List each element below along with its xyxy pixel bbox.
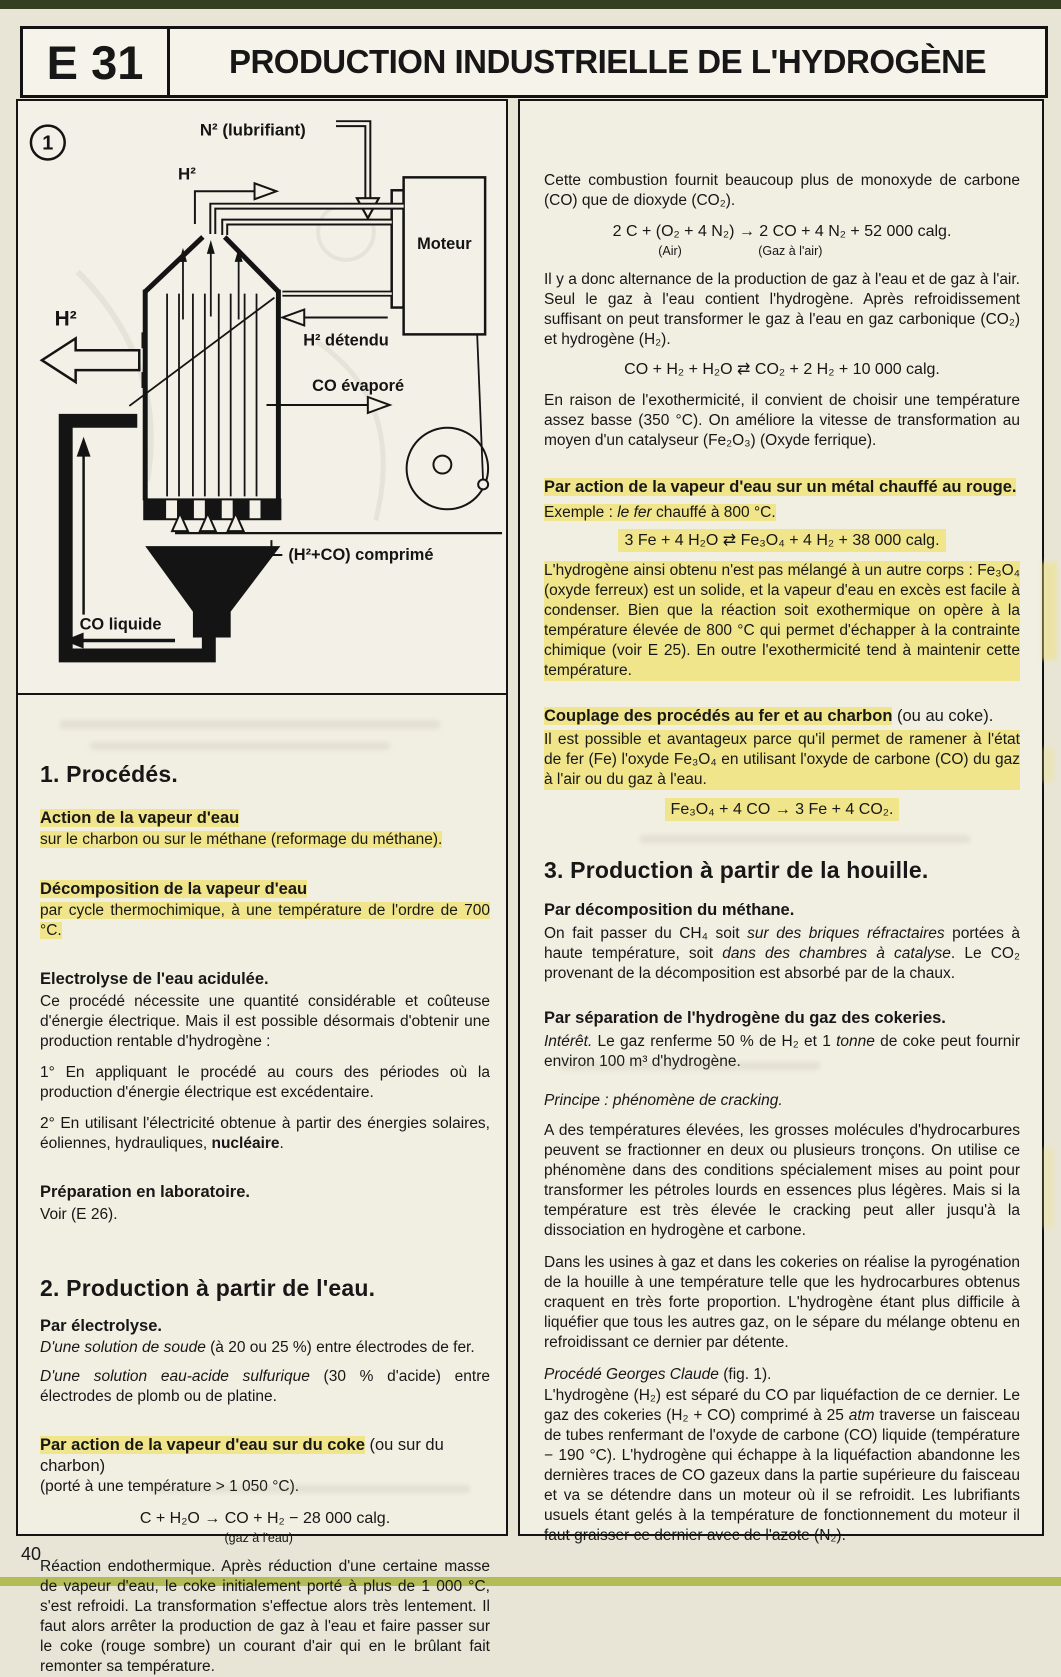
text-run: tonne bbox=[836, 1033, 875, 1050]
paragraph bbox=[40, 1114, 490, 1154]
hydrogen-left-outlet bbox=[42, 307, 143, 388]
paragraph bbox=[544, 1091, 1020, 1111]
paragraph bbox=[40, 992, 490, 1052]
equation bbox=[544, 358, 1020, 381]
text-run: Intérêt. bbox=[544, 1033, 593, 1050]
label-h2-top: H² bbox=[178, 164, 196, 184]
paragraph bbox=[40, 1063, 490, 1103]
heading bbox=[40, 1182, 490, 1203]
paragraph bbox=[544, 730, 1020, 790]
heading bbox=[40, 808, 490, 829]
text-run: Préparation en laboratoire. bbox=[40, 1183, 250, 1201]
scan-edge-top bbox=[0, 0, 1061, 9]
paragraph bbox=[40, 830, 490, 850]
label-moteur: Moteur bbox=[417, 234, 472, 253]
text-run: Couplage des procédés au fer et au charbon bbox=[544, 707, 893, 725]
paragraph bbox=[544, 503, 1020, 523]
text-run: . Le CO₂ provenant de la décomposition est absorbé par de la chaux. bbox=[544, 945, 1020, 982]
paragraph bbox=[40, 1338, 490, 1358]
page-code: E 31 bbox=[23, 29, 170, 95]
label-h2-detendu: H² détendu bbox=[303, 331, 389, 350]
equation bbox=[544, 220, 1020, 260]
heading bbox=[544, 706, 1020, 727]
text-run: dans des chambres à catalyse bbox=[722, 945, 951, 962]
text-run: L'hydrogène ainsi obtenu n'est pas mélangé à un autre corps : Fe₃O₄ (oxyde ferreux) est un solide, et la vapeur d'eau en excès est facile à condenser. Bien que la réaction soit exothermique on opère à la température élevée de 800 °C qui permet d'échapper à la contrainte chimique (voir E 25). En outre l'exothermicité tend à maintenir cette température. bbox=[544, 562, 1020, 679]
text-run: Décomposition de la vapeur d'eau bbox=[40, 880, 308, 898]
text-run: 2° En utilisant l'électricité obtenue à partir des énergies solaires, éoliennes, hydrauliques, bbox=[40, 1115, 490, 1152]
heading bbox=[40, 761, 490, 788]
highlighter-smudge bbox=[1043, 1148, 1054, 1228]
text-run: Il est possible et avantageux parce qu'il permet de ramener à l'état de fer (Fe) l'oxyde Fe₃O₄ en utilisant l'oxyde de carbone (CO) du gaz à l'air ou du gaz à l'eau. bbox=[544, 731, 1020, 788]
equation-annotation: (Air) bbox=[658, 244, 682, 258]
heading bbox=[544, 477, 1020, 498]
text-run: En raison de l'exothermicité, il convient de choisir une température assez basse (350 °C). On améliore la vitesse de transformation au moyen d'un catalyseur (Fe₂O₃) (Oxyde ferrique). bbox=[544, 392, 1020, 449]
paragraph bbox=[544, 391, 1020, 451]
text-run: Electrolyse de l'eau acidulée. bbox=[40, 970, 269, 988]
text-run: 1. Procédés. bbox=[40, 761, 178, 787]
co-evapore-line bbox=[266, 377, 404, 417]
equation-text: C + H₂O → CO + H₂ − 28 000 calg. bbox=[139, 1510, 391, 1527]
highlighter-smudge bbox=[1042, 562, 1057, 660]
text-run: Par décomposition du méthane. bbox=[544, 901, 795, 919]
text-run: (ou au coke). bbox=[892, 707, 994, 725]
paragraph bbox=[544, 270, 1020, 350]
text-run: (30 % d'acide) entre électrodes de plomb ou de platine. bbox=[40, 1368, 490, 1405]
page-header bbox=[20, 26, 1048, 98]
equation-annotation: (gaz à l'eau) bbox=[224, 1531, 293, 1545]
text-run: Principe : phénomène de cracking. bbox=[544, 1092, 783, 1109]
paragraph bbox=[544, 1253, 1020, 1353]
text-run: 3. Production à partir de la houille. bbox=[544, 857, 929, 883]
figure-number: 1 bbox=[42, 132, 54, 155]
text-run: Réaction endothermique. Après réduction d'une certaine masse de vapeur d'eau, le coke initialement porté à plus de 1 000 °C, s'est refroidi. La transformation s'effectue alors très lentement. Il faut alors arrêter la production de gaz à l'eau et faire passer sur le coke (rouge sombre) un courant d'air qui en le brûlant fait remonter sa température. bbox=[40, 1558, 490, 1675]
text-run: Il y a donc alternance de la production de gaz à l'eau et de gaz à l'air. Seul le gaz à l'eau contient l'hydrogène. Après refroidissement suffisant on peut transformer le gaz à l'eau en gaz carbonique (CO₂) et hydrogène (H₂). bbox=[544, 271, 1020, 348]
text-run: (porté à une température > 1 050 °C). bbox=[40, 1478, 300, 1495]
generator-vessel bbox=[129, 237, 281, 520]
paragraph bbox=[544, 1386, 1020, 1546]
text-run: . bbox=[279, 1135, 284, 1152]
equation-text: 3 Fe + 4 H₂O ⇄ Fe₃O₄ + 4 H₂ + 38 000 calg. bbox=[618, 529, 945, 552]
text-run: chauffé à 800 °C. bbox=[651, 504, 776, 521]
text-run: (ou sur du charbon) bbox=[40, 1436, 444, 1475]
equation-text: Fe₃O₄ + 4 CO → 3 Fe + 4 CO₂. bbox=[665, 798, 900, 821]
paragraph bbox=[544, 1121, 1020, 1241]
hydrogen-top-outlet bbox=[178, 164, 276, 224]
text-run: Par séparation de l'hydrogène du gaz des cokeries. bbox=[544, 1009, 946, 1027]
text-run: Voir (E 26). bbox=[40, 1206, 118, 1223]
highlighter-smudge bbox=[1043, 748, 1054, 782]
heading bbox=[544, 900, 1020, 921]
figure-1-diagram bbox=[18, 101, 505, 691]
heading bbox=[40, 879, 490, 900]
paragraph bbox=[40, 1477, 490, 1497]
text-run: (fig. 1). bbox=[718, 1366, 772, 1383]
text-run: Cette combustion fournit beaucoup plus de monoxyde de carbone (CO) que de dioxyde (CO₂). bbox=[544, 172, 1020, 209]
equation-text: 2 C + (O₂ + 4 N₂) → 2 CO + 4 N₂ + 52 000 calg. bbox=[612, 223, 952, 240]
text-run: sur le charbon ou sur le méthane (reformage du méthane). bbox=[40, 831, 443, 848]
text-run: Par action de la vapeur d'eau sur un métal chauffé au rouge. bbox=[544, 478, 1017, 496]
heading bbox=[544, 1008, 1020, 1029]
text-run: sur des briques réfractaires bbox=[747, 925, 945, 942]
text-run: atm bbox=[848, 1407, 875, 1424]
text-run: Exemple : bbox=[544, 504, 618, 521]
text-run: On fait passer du CH₄ soit bbox=[544, 925, 748, 942]
label-co-evapore: CO évaporé bbox=[312, 377, 405, 396]
text-run: portées à haute température, soit bbox=[544, 925, 1021, 962]
equation bbox=[40, 1507, 490, 1547]
label-n2-lubrifiant: N² (lubrifiant) bbox=[199, 120, 306, 140]
paragraph bbox=[544, 924, 1020, 984]
text-run: de coke peut fournir environ 100 m³ d'hydrogène. bbox=[544, 1033, 1020, 1070]
co-liquide-tank bbox=[64, 421, 209, 656]
text-run: 2. Production à partir de l'eau. bbox=[40, 1275, 376, 1301]
text-run: A des températures élevées, les grosses molécules d'hydrocarbures peuvent se fractionner en deux ou plusieurs tronçons. On utilise ce phénomène dans des conditions spécialement mises au point pour transformer les pétroles lourds en essences plus légères. Mais si la température est très élevée le cracking peut aller jusqu'à la dissociation en hydrogène et carbone. bbox=[544, 1122, 1020, 1239]
page-title: PRODUCTION INDUSTRIELLE DE L'HYDROGÈNE bbox=[228, 43, 987, 80]
paragraph bbox=[40, 1205, 490, 1225]
h2-detendu-line bbox=[282, 294, 391, 350]
paragraph bbox=[544, 1365, 1020, 1385]
text-run: (à 20 ou 25 %) entre électrodes de fer. bbox=[205, 1339, 475, 1356]
figure-number-badge bbox=[31, 126, 65, 160]
text-run: Par action de la vapeur d'eau sur du coke bbox=[40, 1436, 365, 1454]
text-run: Ce procédé nécessite une quantité considérable et coûteuse d'énergie électrique. Mais il est possible désormais d'obtenir une production rentable d'hydrogène : bbox=[40, 993, 490, 1050]
page-number: 40 bbox=[21, 1544, 42, 1564]
text-run: Par électrolyse. bbox=[40, 1317, 162, 1335]
text-run: 1° En appliquant le procédé au cours des périodes où la production d'énergie électrique est excédentaire. bbox=[40, 1064, 490, 1101]
heading bbox=[40, 1435, 490, 1477]
right-column-box bbox=[518, 99, 1044, 1544]
paragraph bbox=[544, 561, 1020, 681]
text-run: nucléaire bbox=[211, 1135, 280, 1152]
text-run: Dans les usines à gaz et dans les cokeries on réalise la pyrogénation de la houille à une température telle que les hydrocarbures obtenus craquent en très forte proportion. L'hydrogène étant plus difficile à liquéfier que tous les autres gaz, on le sépare du mélange obtenu en refroidissant ce dernier par détente. bbox=[544, 1254, 1020, 1351]
equation bbox=[544, 798, 1020, 821]
paragraph bbox=[544, 1032, 1020, 1072]
text-run: D'une solution eau-acide sulfurique bbox=[40, 1368, 310, 1385]
paragraph bbox=[40, 901, 490, 941]
heading bbox=[544, 857, 1020, 884]
motor-box bbox=[392, 177, 485, 334]
flywheel bbox=[407, 334, 488, 509]
heading bbox=[40, 969, 490, 990]
paragraph bbox=[544, 171, 1020, 211]
equation bbox=[544, 529, 1020, 552]
text-run: D'une solution de soude bbox=[40, 1339, 206, 1356]
text-run: le fer bbox=[617, 504, 652, 521]
heading bbox=[40, 1275, 490, 1302]
text-run: traverse un faisceau de tubes renfermant de l'oxyde de carbone (CO) liquide (température − 190 °C). L'hydrogène qui échappe à la liquéfaction abandonne les dernières traces de CO gazeux dans la partie supérieure du faisceau et va se détendre dans un moteur où il se refroidit. Les lubrifiants usuels étant gelés à la température de fonctionnement du moteur il faut graisser ce dernier avec de l'azote (N₂). bbox=[544, 1407, 1020, 1544]
text-run: Le gaz renferme 50 % de H₂ et 1 bbox=[592, 1033, 837, 1050]
paragraph bbox=[40, 1557, 490, 1677]
paragraph bbox=[40, 1367, 490, 1407]
heading bbox=[40, 1316, 490, 1337]
label-co-liquide: CO liquide bbox=[79, 615, 162, 634]
text-run: L'hydrogène (H₂) est séparé du CO par liquéfaction de ce dernier. Le gaz des cokeries (H₂ + CO) comprimé à 25 bbox=[544, 1387, 1020, 1424]
figure-1 bbox=[18, 101, 506, 695]
left-column-text bbox=[18, 695, 506, 1677]
label-h2-left: H² bbox=[54, 307, 77, 331]
right-column-text bbox=[520, 101, 1042, 1546]
text-run: Procédé Georges Claude bbox=[544, 1366, 719, 1383]
equation-text: CO + H₂ + H₂O ⇄ CO₂ + 2 H₂ + 10 000 calg. bbox=[624, 361, 940, 378]
text-run: par cycle thermochimique, à une température de l'ordre de 700 °C. bbox=[40, 902, 490, 939]
equation-annotation: (Gaz à l'air) bbox=[758, 244, 823, 258]
label-h2co-comprime: (H²+CO) comprimé bbox=[288, 545, 434, 564]
text-run: Action de la vapeur d'eau bbox=[40, 809, 240, 827]
